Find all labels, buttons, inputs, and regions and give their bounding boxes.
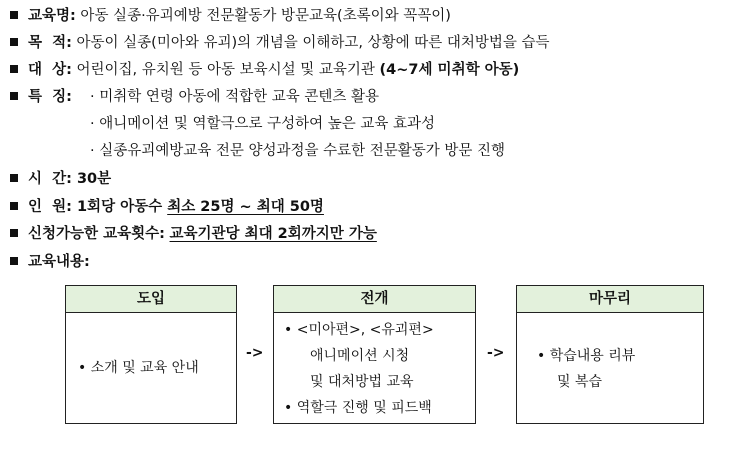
square-bullet-icon (10, 174, 18, 182)
square-bullet-icon (10, 202, 18, 210)
flow-box-title: 도입 (66, 286, 236, 313)
headcount-label: 인 원: (28, 199, 72, 215)
features-label: 특 징: (28, 89, 72, 105)
flow-box-intro (65, 285, 237, 424)
feature-line: · 미취학 연령 아동에 적합한 교육 콘텐츠 활용 (90, 89, 379, 105)
flow-box-development (273, 285, 476, 424)
frequency-label: 신청가능한 교육횟수: (28, 226, 165, 242)
flow-box-title: 전개 (274, 286, 475, 313)
purpose-value: 아동이 실종(미아와 유괴)의 개념을 이해하고, 상황에 따른 대처방법을 습득 (71, 35, 550, 51)
square-bullet-icon (10, 38, 18, 46)
item-frequency (10, 222, 377, 246)
flow-line: • 역할극 진행 및 피드백 (284, 400, 432, 416)
target-age-range: (4~7세 미취학 아동) (379, 62, 520, 78)
target-label: 대 상: (28, 62, 72, 78)
content-label: 교육내용: (28, 254, 90, 270)
purpose-label: 목 적: (28, 35, 72, 51)
square-bullet-icon (10, 92, 18, 100)
item-time (10, 167, 111, 191)
flow-line: 및 대처방법 교육 (310, 374, 414, 390)
item-content (10, 250, 90, 274)
item-target (10, 58, 519, 82)
item-title (10, 4, 451, 28)
flow-line: 애니메이션 시청 (310, 348, 410, 364)
feature-line: · 실종유괴예방교육 전문 양성과정을 수료한 전문활동가 방문 진행 (90, 143, 506, 159)
square-bullet-icon (10, 257, 18, 265)
flow-box-wrapup (516, 285, 704, 424)
item-purpose (10, 31, 550, 55)
flow-arrow: -> (246, 345, 264, 361)
frequency-value: 교육기관당 최대 2회까지만 가능 (169, 226, 377, 242)
square-bullet-icon (10, 65, 18, 73)
time-label: 시 간: (28, 171, 72, 187)
headcount-range: 최소 25명 ~ 최대 50명 (167, 199, 324, 215)
time-value: 30분 (71, 171, 112, 187)
flow-line: • <미아편>, <유괴편> (284, 322, 434, 338)
target-value: 어린이집, 유치원 등 아동 보육시설 및 교육기관 (71, 62, 380, 78)
square-bullet-icon (10, 11, 18, 19)
item-headcount (10, 195, 324, 219)
flow-arrow: -> (487, 345, 505, 361)
feature-line: · 애니메이션 및 역할극으로 구성하여 높은 교육 효과성 (90, 116, 436, 132)
headcount-value: 1회당 아동수 (71, 199, 168, 215)
title-label: 교육명: (28, 8, 76, 24)
flow-line: • 학습내용 리뷰 (537, 348, 636, 364)
square-bullet-icon (10, 229, 18, 237)
flow-box-title: 마무리 (517, 286, 703, 313)
flow-line: • 소개 및 교육 안내 (78, 360, 199, 376)
title-value: 아동 실종·유괴예방 전문활동가 방문교육(초록이와 꼭꼭이) (75, 8, 451, 24)
item-features (10, 85, 72, 109)
flow-line: 및 복습 (557, 374, 603, 390)
